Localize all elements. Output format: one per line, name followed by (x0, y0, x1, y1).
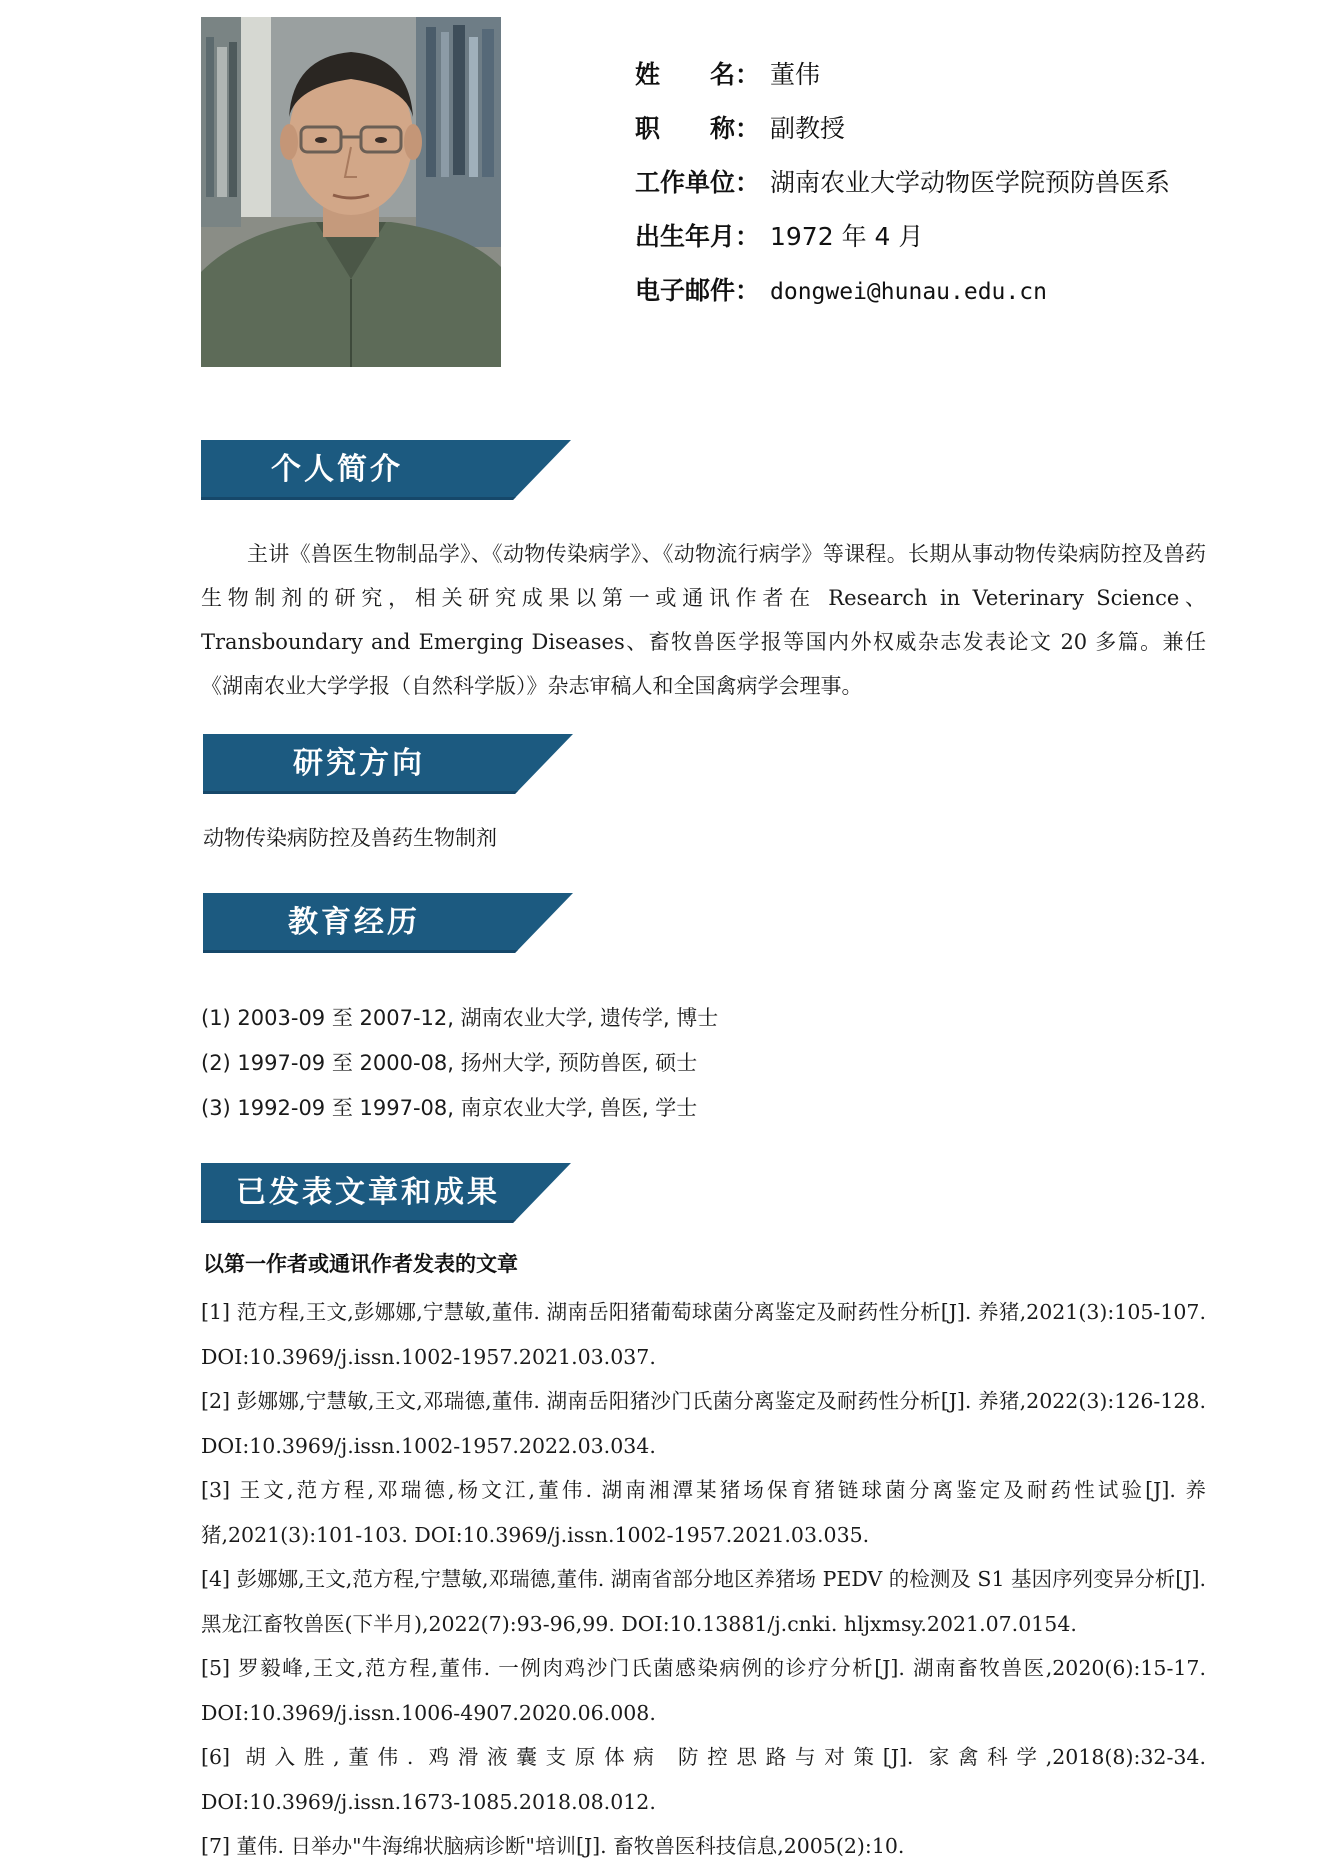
publication-item: [6] 胡入胜,董伟. 鸡滑液囊支原体病 防控思路与对策[J]. 家禽科学,2018(8):32-34. DOI:10.3969/j.issn.1673-1085.2018.08.012. (201, 1745, 1206, 1814)
education-item: (1) 2003-09 至 2007-12, 湖南农业大学, 遗传学, 博士 (201, 1006, 719, 1030)
education-list (201, 996, 718, 1131)
publication-item: [4] 彭娜娜,王文,范方程,宁慧敏,邓瑞德,董伟. 湖南省部分地区养猪场 PEDV 的检测及 S1 基因序列变异分析[J]. 黑龙江畜牧兽医(下半月),2022(7):93-96,99. DOI:10.13881/j.cnki. hljxmsy.2021.07.0154. (201, 1567, 1206, 1636)
name-label: 姓 名： (635, 60, 761, 89)
email-label: 电子邮件： (635, 276, 761, 305)
profile-info (635, 48, 1170, 318)
portrait-illustration (201, 17, 501, 367)
publication-list (201, 1290, 1206, 1869)
section-banner-research (203, 734, 573, 794)
unit-value: 湖南农业大学动物医学院预防兽医系 (770, 168, 1171, 197)
unit-label: 工作单位： (635, 168, 761, 197)
publication-item: [5] 罗毅峰,王文,范方程,董伟. 一例肉鸡沙门氏菌感染病例的诊疗分析[J]. 湖南畜牧兽医,2020(6):15-17. DOI:10.3969/j.issn.1006-4907.2020.06.008. (201, 1656, 1206, 1725)
birth-label: 出生年月： (635, 222, 761, 251)
birth-row (635, 210, 1170, 264)
unit-row (635, 156, 1170, 210)
education-item: (3) 1992-09 至 1997-08, 南京农业大学, 兽医, 学士 (201, 1096, 698, 1120)
birth-value: 1972 年 4 月 (770, 222, 924, 251)
email-row (635, 264, 1170, 318)
name-row (635, 48, 1170, 102)
publication-item: [3] 王文,范方程,邓瑞德,杨文江,董伟. 湖南湘潭某猪场保育猪链球菌分离鉴定及耐药性试验[J]. 养猪,2021(3):101-103. DOI:10.3969/j.issn.1002-1957.2021.03.035. (201, 1478, 1206, 1547)
section-title-publications: 已发表文章和成果 (236, 1175, 500, 1210)
title-label: 职 称： (635, 114, 761, 143)
title-value: 副教授 (770, 114, 846, 143)
title-row (635, 102, 1170, 156)
research-text: 动物传染病防控及兽药生物制剂 (203, 826, 497, 850)
section-banner-publications (201, 1163, 571, 1223)
section-banner-education (203, 893, 573, 953)
publication-item: [2] 彭娜娜,宁慧敏,王文,邓瑞德,董伟. 湖南岳阳猪沙门氏菌分离鉴定及耐药性分析[J]. 养猪,2022(3):126-128. DOI:10.3969/j.issn.1002-1957.2022.03.034. (201, 1389, 1206, 1458)
education-item: (2) 1997-09 至 2000-08, 扬州大学, 预防兽医, 硕士 (201, 1051, 698, 1075)
intro-paragraph: 主讲《兽医生物制品学》、《动物传染病学》、《动物流行病学》等课程。长期从事动物传染病防控及兽药生物制剂的研究，相关研究成果以第一或通讯作者在 Research in Veterinary Science、Transboundary and Emerging Diseases、畜牧兽医学报等国内外权威杂志发表论文 20 多篇。兼任《湖南农业大学学报（自然科学版）》杂志审稿人和全国禽病学会理事。 (201, 542, 1206, 698)
publications-subheading: 以第一作者或通讯作者发表的文章 (203, 1252, 518, 1276)
email-value: dongwei@hunau.edu.cn (770, 279, 1047, 305)
publication-item: [1] 范方程,王文,彭娜娜,宁慧敏,董伟. 湖南岳阳猪葡萄球菌分离鉴定及耐药性分析[J]. 养猪,2021(3):105-107. DOI:10.3969/j.issn.1002-1957.2021.03.037. (201, 1300, 1206, 1369)
section-title-education: 教育经历 (288, 905, 420, 940)
section-title-research: 研究方向 (293, 746, 425, 781)
publication-item: [7] 董伟. 日举办"牛海绵状脑病诊断"培训[J]. 畜牧兽医科技信息,2005(2):10. (201, 1834, 905, 1858)
name-value: 董伟 (770, 60, 821, 89)
section-banner-intro (201, 440, 571, 500)
profile-photo (201, 17, 501, 367)
section-title-intro: 个人简介 (271, 452, 403, 487)
